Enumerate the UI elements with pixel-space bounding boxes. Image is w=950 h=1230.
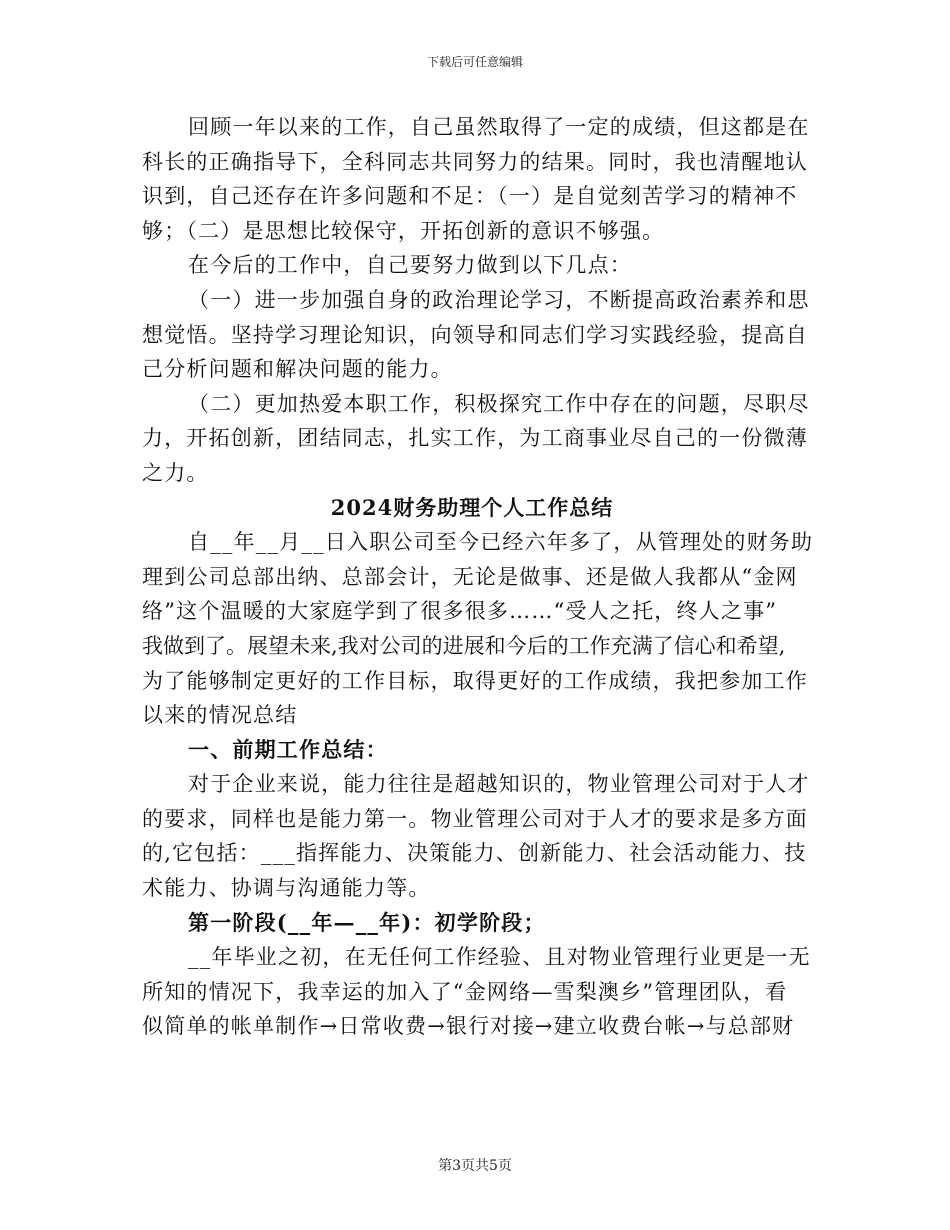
- section-title: 2024财务助理个人工作总结: [330, 494, 614, 520]
- paragraph-line: 己分析问题和解决问题的能力。: [142, 357, 453, 382]
- paragraph-line: （二）更加热爱本职工作，积极探究工作中存在的问题，尽职尽: [188, 391, 810, 416]
- paragraph-line: 对于企业来说，能力往往是超越知识的，物业管理公司对于人才: [188, 772, 810, 797]
- paragraph-line: 识到，自己还存在许多问题和不足：（一）是自觉刻苦学习的精神不: [142, 184, 798, 209]
- paragraph-line: 理到公司总部出纳、总部会计，无论是做事、还是做人我都从“金网: [142, 564, 798, 589]
- paragraph-line: 的要求，同样也是能力第一。物业管理公司对于人才的要求是多方面: [142, 806, 808, 831]
- stage-heading: 第一阶段(__年—__年)：初学阶段；: [188, 909, 546, 935]
- paragraph-line: （一）进一步加强自身的政治理论学习，不断提高政治素养和思: [188, 287, 810, 312]
- page-number: 第3页共5页: [438, 1158, 512, 1174]
- paragraph-line: 自__年__月__日入职公司至今已经六年多了，从管理处的财务助: [188, 530, 814, 555]
- paragraph-line: 科长的正确指导下，全科同志共同努力的结果。同时，我也清醒地认: [142, 149, 808, 174]
- paragraph-line: 的,它包括：___指挥能力、决策能力、创新能力、社会活动能力、技: [142, 841, 807, 866]
- paragraph-line: 为了能够制定更好的工作目标，取得更好的工作成绩，我把参加工作: [142, 668, 808, 693]
- paragraph-line: 之力。: [142, 460, 209, 485]
- page-header-note: 下载后可任意编辑: [426, 55, 523, 69]
- paragraph-line: 想觉悟。坚持学习理论知识，向领导和同志们学习实践经验，提高自: [142, 322, 808, 347]
- paragraph-line: 以来的情况总结: [142, 703, 298, 728]
- paragraph-line: 回顾一年以来的工作，自己虽然取得了一定的成绩，但这都是在: [188, 115, 810, 139]
- paragraph-line: 术能力、协调与沟通能力等。: [142, 876, 431, 901]
- paragraph-line: __年毕业之初，在无任何工作经验、且对物业管理行业更是一无: [188, 945, 811, 970]
- paragraph-line: 在今后的工作中，自己要努力做到以下几点：: [188, 253, 632, 278]
- paragraph-line: 我做到了。展望未来,我对公司的进展和今后的工作充满了信心和希望,: [142, 633, 786, 658]
- section-heading: 一、前期工作总结：: [188, 736, 388, 762]
- paragraph-line: 似简单的帐单制作→日常收费→银行对接→建立收费台帐→与总部财: [142, 1014, 795, 1039]
- paragraph-line: 力，开拓创新，团结同志，扎实工作，为工商事业尽自己的一份微薄: [142, 426, 808, 451]
- paragraph-line: 够；（二）是思想比较保守，开拓创新的意识不够强。: [142, 218, 665, 243]
- paragraph-line: 络”这个温暖的大家庭学到了很多很多……“受人之托，终人之事”: [142, 599, 778, 624]
- paragraph-line: 所知的情况下，我幸运的加入了“金网络—雪梨澳乡”管理团队，看: [142, 979, 788, 1004]
- document-body: [142, 110, 814, 1044]
